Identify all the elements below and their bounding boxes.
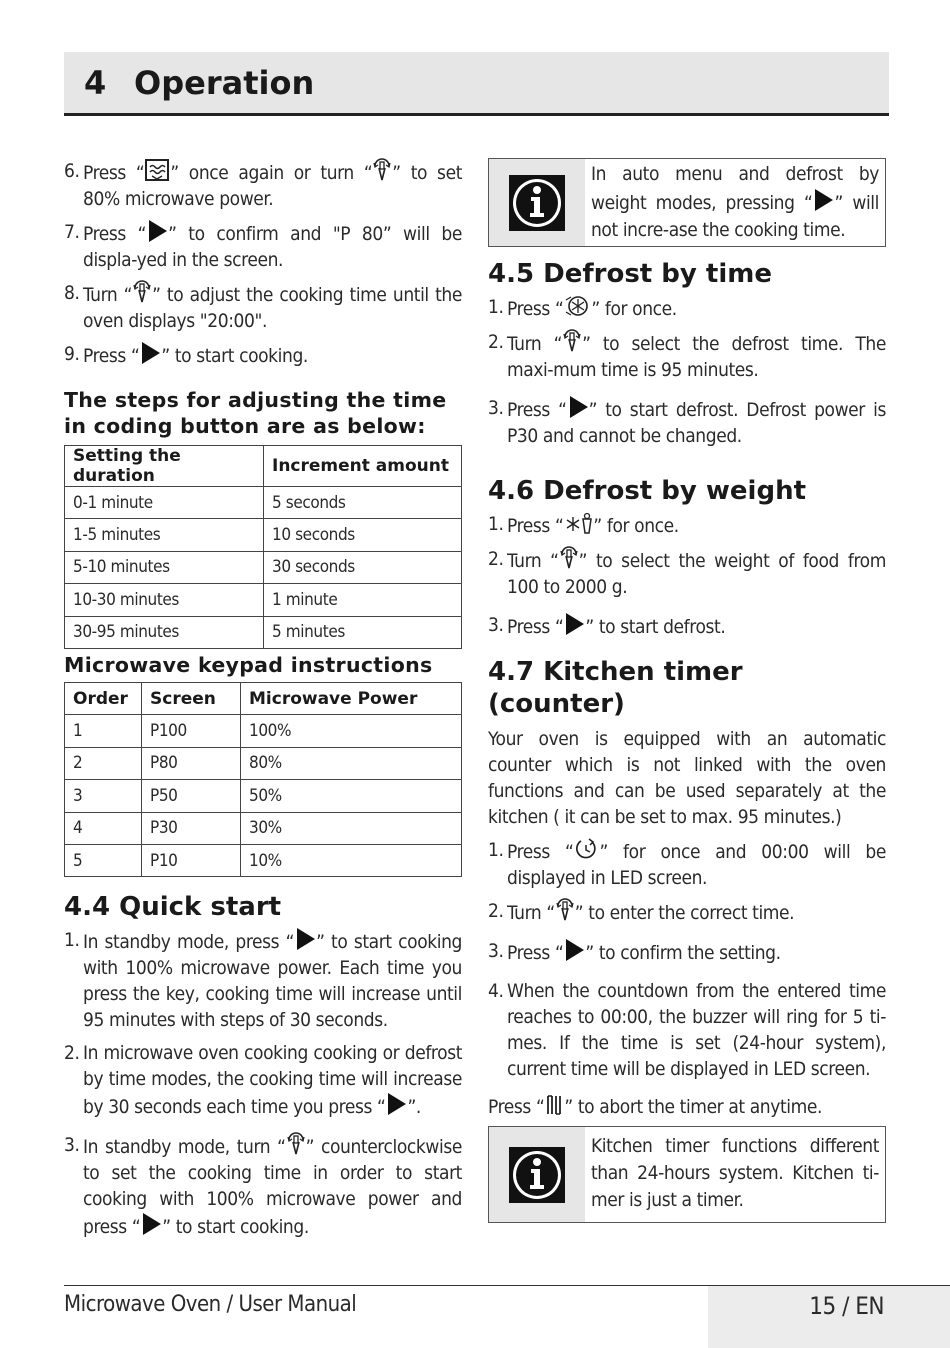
info-icon [509, 175, 565, 231]
table-cell: 1-5 minutes [65, 519, 264, 551]
start-play-icon [146, 219, 168, 243]
table-cell: 30 seconds [264, 551, 462, 583]
defrost-time-step-3: 3. Press “ ” to start defrost. Defrost power is P30 and cannot be changed. [488, 397, 886, 447]
kitchen-timer-step-1: 1. Press “ ” for once and 00:00 will be displayed in LED screen. [488, 839, 886, 889]
info-box [488, 1126, 886, 1223]
table-row [65, 780, 462, 812]
table-cell: 100% [241, 715, 462, 747]
defrost-weight-icon [563, 511, 593, 535]
table-cell: 1 minute [264, 584, 462, 616]
quick-start-title: 4.4 Quick start [64, 892, 282, 923]
kitchen-timer-step-3: 3. Press “ ” to confirm the setting. [488, 940, 781, 964]
start-play-icon [294, 927, 316, 951]
table-cell: 10 seconds [264, 519, 462, 551]
dial-knob-icon [559, 546, 579, 570]
start-play-icon [385, 1092, 407, 1116]
table-header: Microwave Power [241, 682, 462, 714]
keypad-table [64, 682, 462, 877]
dial-knob-icon [562, 329, 582, 353]
kitchen-timer-intro: Your oven is equipped with an automatic counter which is not linked with the oven functions and can be used separately at the kitchen ( it can be set to max. 95 minutes.) [488, 728, 886, 828]
table-cell: P50 [142, 780, 241, 812]
info-icon [509, 1147, 565, 1203]
quick-start-step-2: 2. In microwave oven cooking cooking or defrost by time modes, the cooking time will increase by 30 seconds each time you press “ ”. [64, 1042, 462, 1119]
start-play-icon [812, 188, 834, 212]
defrost-weight-step-3: 3. Press “ ” to start defrost. [488, 614, 726, 638]
table-cell: 4 [65, 812, 142, 844]
right-column [488, 158, 886, 1223]
start-play-icon [139, 341, 161, 365]
microwave-power-icon [144, 158, 170, 182]
table-header-row [65, 682, 462, 714]
left-column [64, 158, 462, 1240]
table-row [65, 487, 462, 519]
table-cell: 50% [241, 780, 462, 812]
table-cell: 2 [65, 747, 142, 779]
defrost-weight-title: 4.6 Defrost by weight [488, 476, 807, 506]
table-cell: 5 minutes [264, 616, 462, 648]
table-cell: 0-1 minute [65, 487, 264, 519]
table-cell: 30-95 minutes [65, 616, 264, 648]
table-row [65, 584, 462, 616]
timer-icon [573, 837, 599, 861]
page-number: 15 / EN [809, 1292, 884, 1320]
quick-start-step-3: 3. In standby mode, turn “ ” counterclockwise to set the cooking time in order to start cooking with 100% microwave power and press “ ” to start cooking. [64, 1134, 462, 1239]
table-cell: 5 seconds [264, 487, 462, 519]
info-box [488, 158, 886, 247]
start-play-icon [563, 938, 585, 962]
info-text: Kitchen timer functions different than 24-hours system. Kitchen ti-mer is just a timer. [591, 1135, 879, 1211]
defrost-weight-step-1: 1. Press “ ” for once. [488, 513, 679, 537]
defrost-time-title: 4.5 Defrost by time [488, 259, 772, 289]
kitchen-timer-abort: Press “ ” to abort the timer at anytime. [488, 1096, 823, 1118]
table-header: Increment amount [264, 446, 462, 487]
table-row [65, 519, 462, 551]
dial-knob-icon [372, 158, 392, 182]
step-9: 9. Press “ ” to start cooking. [64, 343, 308, 367]
defrost-time-step-2: 2. Turn “ ” to select the defrost time. The maxi-mum time is 95 minutes. [488, 331, 886, 381]
table-cell: 30% [241, 812, 462, 844]
table-cell: 5 [65, 844, 142, 876]
start-play-icon [567, 395, 589, 419]
section-header [64, 52, 889, 116]
table-cell: P100 [142, 715, 241, 747]
table-row [65, 551, 462, 583]
dial-knob-icon [555, 898, 575, 922]
table-row [65, 812, 462, 844]
start-play-icon [140, 1212, 162, 1236]
table-cell: P80 [142, 747, 241, 779]
kitchen-timer-title: 4.7 Kitchen timer (counter) [488, 657, 743, 719]
footer-document-title: Microwave Oven / User Manual [64, 1292, 357, 1317]
table-cell: P10 [142, 844, 241, 876]
section-title: 4 Operation [84, 64, 315, 102]
table-row [65, 715, 462, 747]
table-cell: 80% [241, 747, 462, 779]
table-row [65, 844, 462, 876]
table-cell: 5-10 minutes [65, 551, 264, 583]
table-header: Order [65, 682, 142, 714]
step-8: 8. Turn “ ” to adjust the cooking time until the oven displays "20:00". [64, 282, 462, 332]
start-play-icon [563, 612, 585, 636]
dial-knob-icon [286, 1132, 306, 1156]
defrost-time-step-1: 1. Press “ ” for once. [488, 296, 677, 320]
kitchen-timer-step-4: 4. When the countdown from the entered time reaches to 00:00, the buzzer will ring for 5 ti-mes. If the time is set (24-hour system), current time will be displayed in LED screen. [488, 980, 886, 1080]
table-cell: 3 [65, 780, 142, 812]
table-header: Setting the duration [65, 446, 264, 487]
stop-cancel-icon [544, 1094, 564, 1116]
table-row [65, 616, 462, 648]
table-header-row [65, 446, 462, 487]
dial-knob-icon [132, 280, 152, 304]
table-cell: 10-30 minutes [65, 584, 264, 616]
step-6: 6. Press “ ” once again or turn “ ” to set 80% microwave power. [64, 160, 462, 210]
table-cell: 10% [241, 844, 462, 876]
table-cell: P30 [142, 812, 241, 844]
table-row [65, 747, 462, 779]
duration-table [64, 445, 462, 649]
step-7: 7. Press “ ” to confirm and "P 80” will be displa-yed in the screen. [64, 221, 463, 271]
info-text: In auto menu and defrost by weight modes, pressing “ ” will not incre-ase the cooking time. [591, 163, 879, 241]
kitchen-timer-step-2: 2. Turn “ ” to enter the correct time. [488, 900, 795, 924]
steps-heading: The steps for adjusting the time in coding button are as below: [64, 388, 447, 438]
table-header: Screen [142, 682, 241, 714]
defrost-weight-step-2: 2. Turn “ ” to select the weight of food from 100 to 2000 g. [488, 548, 886, 598]
quick-start-step-1: 1. In standby mode, press “ ” to start cooking with 100% microwave power. Each time you press the key, cooking time will increase until 95 minutes with steps of 30 seconds. [64, 929, 462, 1032]
table-cell: 1 [65, 715, 142, 747]
keypad-heading: Microwave keypad instructions [64, 652, 433, 677]
defrost-time-icon [563, 294, 591, 318]
